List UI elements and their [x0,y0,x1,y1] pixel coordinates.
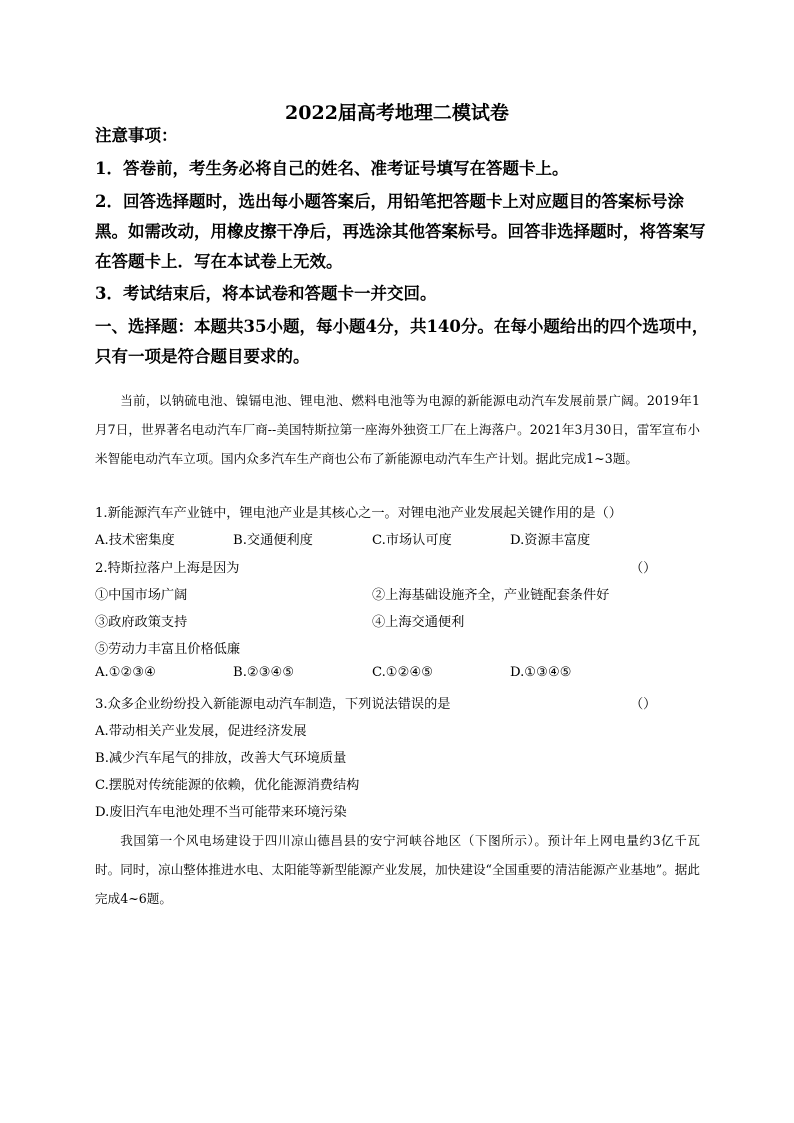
question-2-option-d: D.①③④⑤ [510,665,572,680]
section-1-heading-line-2: 只有一项是符合题目要求的。 [95,347,310,366]
question-1-stem: 1.新能源汽车产业链中，锂电池产业是其核心之一。对锂电池产业发展起关键作用的是（） [95,506,622,521]
section-1-heading-line-1: 一、选择题：本题共35小题，每小题4分，共140分。在每小题给出的四个选项中， [95,317,709,336]
notice-item-3: 3．考试结束后，将本试卷和答题卡一并交回。 [95,284,437,303]
question-1-option-b: B.交通便利度 [233,533,313,548]
question-2-item-5: ⑤劳动力丰富且价格低廉 [95,642,241,657]
question-2-item-1: ①中国市场广阔 [95,588,188,603]
question-2-option-a: A.①②③④ [95,665,157,680]
question-3-answer-paren: （） [630,697,657,712]
notice-item-2-line-1: 2．回答选择题时，选出每小题答案后，用铅笔把答题卡上对应题目的答案标号涂 [95,192,684,211]
question-2-answer-paren: （） [630,561,657,576]
question-3-stem: 3.众多企业纷纷投入新能源电动汽车制造，下列说法错误的是 [95,697,451,712]
question-2-item-2: ②上海基础设施齐全，产业链配套条件好 [372,588,610,603]
question-2-option-c: C.①②④⑤ [372,665,434,680]
question-3-option-b: B.减少汽车尾气的排放，改善大气环境质量 [95,751,347,766]
question-2-item-4: ④上海交通便利 [372,615,465,630]
passage-1: 当前，以钠硫电池、镍镉电池、锂电池、燃料电池等为电源的新能源电动汽车发展前景广阔。2019年1月7日，世界著名电动汽车厂商--美国特斯拉第一座海外独资工厂在上海落户。2021年3月30日，雷军宣布小米智能电动汽车立项。国内众多汽车生产商也公布了新能源电动汽车生产计划。据此完成1~3题。 [95,393,700,466]
notice-label: 注意事项： [95,126,178,145]
question-1-option-d: D.资源丰富度 [510,533,591,548]
notice-item-2-line-2: 黑。如需改动，用橡皮擦干净后，再选涂其他答案标号。回答非选择题时，将答案写 [95,222,706,241]
question-3-option-a: A.带动相关产业发展，促进经济发展 [95,724,307,739]
notice-item-1: 1．答卷前，考生务必将自己的姓名、准考证号填写在答题卡上。 [95,159,569,178]
question-2-option-b: B.②③④⑤ [233,665,295,680]
notice-item-2-line-3: 在答题卡上．写在本试卷上无效。 [95,252,343,271]
exam-title: 2022届高考地理二模试卷 [285,102,509,124]
question-3-option-c: C.摆脱对传统能源的依赖，优化能源消费结构 [95,778,360,793]
question-1-option-c: C.市场认可度 [372,533,452,548]
question-1-option-a: A.技术密集度 [95,533,175,548]
question-2-item-3: ③政府政策支持 [95,615,188,630]
passage-2: 我国第一个风电场建设于四川凉山德昌县的安宁河峡谷地区（下图所示）。预计年上网电量约3亿千瓦时。同时，凉山整体推进水电、太阳能等新型能源产业发展，加快建设“全国重要的清洁能源产业基地”。据此完成4~6题。 [95,833,700,906]
question-3-option-d: D.废旧汽车电池处理不当可能带来环境污染 [95,805,347,820]
question-2-stem: 2.特斯拉落户上海是因为 [95,561,240,576]
